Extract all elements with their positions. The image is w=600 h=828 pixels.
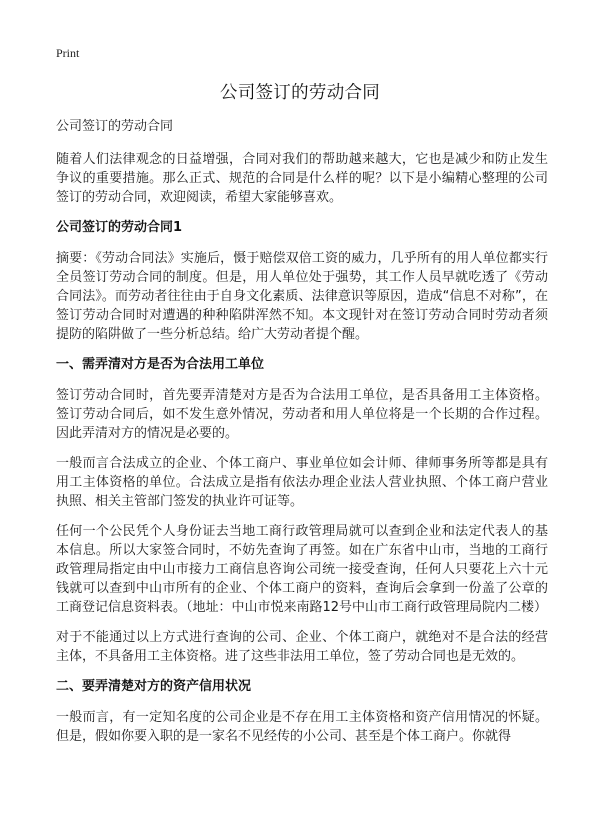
article-subtitle: 公司签订的劳动合同 (56, 119, 174, 134)
paragraph: 一般而言，有一定知名度的公司企业是不存在用工主体资格和资产信用情况的怀疑。但是，假如你要入职的是一家名不见经传的小公司、甚至是个体工商户。你就得 (56, 710, 548, 744)
section-heading-legal-employer: 一、需弄清对方是否为合法用工单位 (56, 357, 265, 372)
abstract-paragraph: 摘要：《劳动合同法》实施后，慑于赔偿双倍工资的威力，几乎所有的用人单位都实行全员签订劳动合同的制度。但是，用人单位处于强势，其工作人员早就吃透了《劳动合同法》。而劳动者往往由于自身文化素质、法律意识等原因，造成“信息不对称”，在签订劳动合同时对遭遇的种种陷阱浑然不知。本文现针对在签订劳动合同时劳动者须提防的陷阱做了一些分析总结。给广大劳动者提个醒。 (56, 251, 548, 342)
article-body (56, 118, 548, 757)
paragraph: 签订劳动合同时，首先要弄清楚对方是否为合法用工单位，是否具备用工主体资格。签订劳动合同后，如不发生意外情况，劳动者和用人单位将是一个长期的合作过程。因此弄清对方的情况是必要的。 (56, 388, 548, 441)
paragraph: 任何一个公民凭个人身份证去当地工商行政管理局就可以查到企业和法定代表人的基本信息。所以大家签合同时，不妨先查询了再签。如在广东省中山市，当地的工商行政管理局指定由中山市接力工商信息咨询公司统一接受查询，任何人只要花上六十元钱就可以查到中山市所有的企业、个体工商户的资料，查询后会拿到一份盖了公章的工商登记信息资料表。（地址：中山市悦来南路12号中山市工商行政管理局院内二楼） (56, 524, 548, 615)
print-link[interactable]: Print (56, 46, 80, 60)
section-heading-contract-1: 公司签订的劳动合同1 (56, 220, 183, 235)
page-title: 公司签订的劳动合同 (219, 83, 381, 103)
paragraph: 对于不能通过以上方式进行查询的公司、企业、个体工商户，就绝对不是合法的经营主体，不具备用工主体资格。进了这些非法用工单位，签了劳动合同也是无效的。 (56, 630, 548, 664)
intro-paragraph: 随着人们法律观念的日益增强，合同对我们的帮助越来越大，它也是减少和防止发生争议的重要措施。那么正式、规范的合同是什么样的呢？以下是小编精心整理的公司签订的劳动合同，欢迎阅读，希望大家能够喜欢。 (56, 152, 548, 205)
section-heading-credit-status: 二、要弄清楚对方的资产信用状况 (56, 679, 252, 694)
paragraph: 一般而言合法成立的企业、个体工商户、事业单位如会计师、律师事务所等都是具有用工主体资格的单位。合法成立是指有依法办理企业法人营业执照、个体工商户营业执照、相关主管部门签发的执业许可证等。 (56, 456, 548, 509)
